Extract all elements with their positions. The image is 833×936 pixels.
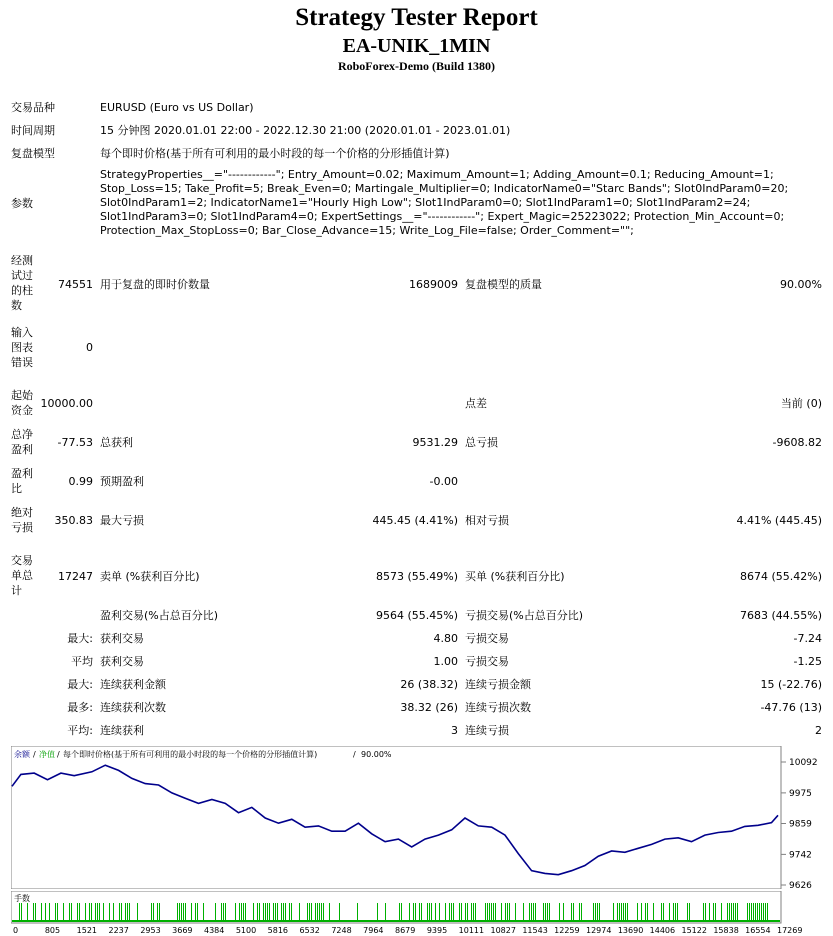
y-tick-label: 9742 — [789, 850, 812, 861]
lot-bar — [195, 903, 196, 922]
lot-bar — [471, 903, 472, 922]
lot-bar — [765, 903, 766, 922]
average-profit-label: 获利交易 — [100, 655, 144, 668]
lot-bar — [191, 903, 192, 922]
avg-cons-wins-value: 3 — [451, 724, 458, 737]
lot-bar — [419, 903, 420, 922]
lot-bar — [263, 903, 264, 922]
x-axis-ticks — [13, 926, 802, 933]
x-tick-label: 9395 — [426, 926, 448, 933]
params-value: StrategyProperties__="------------"; Entry_Amount=0.02; Maximum_Amount=1; Adding_Amount=0.1; Reducing_Amount=1; Stop_Loss=15; Take_Profit=5; Break_Even=0; Martingale_Multiplier=0; IndicatorName0="Starc Bands"; Slot0IndParam0=20; Slot0IndParam1=2; IndicatorName1="Hourly High Low"; Slot1IndParam0=0; Slot1IndParam1=0; Slot1IndParam2=24; Slot1IndParam3=0; Slot1IndParam4=0; ExpertSettings__="------------"; Expert_Magic=25223022; Protection_Min_Account=0; Protection_Max_StopLoss=0; Bar_Close_Advance=15; Write_Log_File=false; Order_Comment=""; — [100, 168, 789, 237]
lot-bar — [239, 903, 240, 922]
errors-label: 输入图表错误 — [11, 326, 33, 369]
lot-bar — [661, 903, 662, 922]
lot-bar — [57, 903, 58, 922]
lot-bar — [641, 903, 642, 922]
lot-bar — [41, 903, 42, 922]
lot-bar — [273, 903, 274, 922]
lot-bar — [177, 903, 178, 922]
lot-bar — [151, 903, 152, 922]
x-tick-label: 0 — [13, 926, 19, 933]
lot-bar — [461, 903, 462, 922]
maximal-cons-profit-value: 38.32 (26) — [400, 701, 458, 714]
lot-bar — [309, 903, 310, 922]
lot-bar — [89, 903, 90, 922]
largest-loss-value: -7.24 — [793, 632, 822, 645]
lot-bar — [491, 903, 492, 922]
x-tick-label: 15838 — [713, 926, 739, 933]
lot-bar — [621, 903, 622, 922]
period-label: 时间周期 — [11, 124, 55, 137]
y-axis-ticks — [781, 758, 818, 889]
lot-bar — [737, 903, 738, 922]
x-tick-label: 7964 — [363, 926, 384, 933]
lot-bar — [543, 903, 544, 922]
lot-bar — [221, 903, 222, 922]
spread-value: 当前 (0) — [780, 397, 822, 410]
long-value: 8674 (55.42%) — [739, 570, 822, 583]
lot-bar — [129, 903, 130, 922]
lot-bar — [489, 903, 490, 922]
payoff-value: -0.00 — [429, 475, 458, 488]
y-tick-label: 9859 — [789, 819, 812, 830]
lot-bar — [475, 903, 476, 922]
lot-bar — [421, 903, 422, 922]
lot-bar — [431, 903, 432, 922]
errors-value: 0 — [86, 341, 93, 354]
lot-bar — [245, 903, 246, 922]
lot-bar — [45, 903, 46, 922]
lot-bar — [99, 903, 100, 922]
lot-bar — [495, 903, 496, 922]
lot-bar — [493, 903, 494, 922]
lot-bar — [545, 903, 546, 922]
lot-bar — [715, 903, 716, 922]
gross-profit-label: 总获利 — [100, 436, 133, 449]
lot-bar — [653, 903, 654, 922]
maximal-prefix: 最多: — [67, 701, 93, 714]
lot-bar — [663, 903, 664, 922]
legend-sep-1: / — [33, 750, 36, 759]
lot-bar — [487, 903, 488, 922]
ticks-value: 1689009 — [409, 278, 458, 291]
lot-bar — [409, 903, 410, 922]
lot-bar — [113, 903, 114, 922]
lot-bar — [625, 903, 626, 922]
lot-bar — [265, 903, 266, 922]
x-tick-label: 6532 — [299, 926, 320, 933]
lot-bar — [459, 903, 460, 922]
x-tick-label: 10111 — [458, 926, 485, 933]
lot-bar — [385, 903, 386, 922]
lot-bar — [689, 903, 690, 922]
max-cons-losses-value: 15 (-22.76) — [760, 678, 822, 691]
gross-loss-label: 总亏损 — [465, 436, 498, 449]
bars-value: 74551 — [58, 278, 93, 291]
lot-bar — [55, 903, 56, 922]
balance-chart — [11, 746, 826, 889]
average-profit-value: 1.00 — [433, 655, 458, 668]
lot-bar — [323, 903, 324, 922]
lot-bar — [153, 903, 154, 922]
symbol-value: EURUSD (Euro vs US Dollar) — [100, 101, 254, 114]
lot-bar — [85, 903, 86, 922]
x-tick-label: 805 — [44, 926, 61, 933]
lot-bar — [311, 903, 312, 922]
symbol-label: 交易品种 — [11, 101, 55, 114]
lot-bar — [19, 903, 20, 922]
max-dd-label: 最大亏损 — [100, 514, 144, 527]
lot-bar — [289, 903, 290, 922]
lot-bar — [451, 903, 452, 922]
abs-dd-value: 350.83 — [54, 514, 93, 527]
lot-bar — [645, 903, 646, 922]
pf-label: 盈利比 — [11, 467, 33, 495]
lot-bar — [763, 903, 764, 922]
maximal-cons-loss-value: -47.76 (13) — [760, 701, 822, 714]
x-tick-label: 15122 — [681, 926, 707, 933]
lot-bar — [751, 903, 752, 922]
lot-bar — [767, 903, 768, 922]
trades-label: 交易单总计 — [11, 554, 33, 597]
lot-bar — [215, 903, 216, 922]
lot-bar — [563, 903, 564, 922]
lot-bar — [285, 903, 286, 922]
lot-bar — [533, 903, 534, 922]
lot-bar — [277, 903, 278, 922]
legend-sep-3: / — [353, 750, 356, 759]
lot-bar — [259, 903, 260, 922]
net-value: -77.53 — [57, 436, 93, 449]
lot-bar — [159, 903, 160, 922]
legend-model: 每个即时价格(基于所有可利用的最小时段的每一个价格的分形插值计算) — [63, 750, 318, 759]
lot-bar — [709, 903, 710, 922]
lot-bar — [125, 903, 126, 922]
lot-bar — [319, 903, 320, 922]
gross-loss-value: -9608.82 — [772, 436, 822, 449]
x-tick-label: 1521 — [76, 926, 98, 933]
lot-bar — [529, 903, 530, 922]
lot-bar — [473, 903, 474, 922]
lot-bar — [687, 903, 688, 922]
spread-label: 点差 — [465, 397, 487, 410]
loss-trades-value: 7683 (44.55%) — [739, 609, 822, 622]
short-label: 卖单 (%获利百分比) — [100, 570, 200, 583]
deposit-label: 起始资金 — [11, 389, 33, 417]
lot-bar — [755, 903, 756, 922]
legend-equity: 净值 — [39, 750, 55, 759]
x-tick-label: 8679 — [395, 926, 416, 933]
x-tick-label: 2953 — [140, 926, 161, 933]
x-tick-label: 5100 — [235, 926, 257, 933]
lot-bar — [63, 903, 64, 922]
lot-bar — [299, 903, 300, 922]
rel-dd-label: 相对亏损 — [465, 514, 509, 527]
lot-bar — [761, 903, 762, 922]
avg-cons-losses-value: 2 — [815, 724, 822, 737]
avg-cons-prefix: 平均: — [67, 724, 93, 737]
lot-bar — [627, 903, 628, 922]
lot-bar — [223, 903, 224, 922]
lot-bar — [429, 903, 430, 922]
lot-bar — [27, 903, 28, 922]
lot-bar — [619, 903, 620, 922]
legend-quality: 90.00% — [361, 750, 392, 759]
x-tick-label: 12974 — [586, 926, 612, 933]
lot-bar — [267, 903, 268, 922]
lot-bar — [505, 903, 506, 922]
max-dd-value: 445.45 (4.41%) — [372, 514, 458, 527]
lot-bar — [617, 903, 618, 922]
lot-bar — [759, 903, 760, 922]
lot-bar — [713, 903, 714, 922]
long-label: 买单 (%获利百分比) — [465, 570, 565, 583]
x-tick-label: 14406 — [649, 926, 676, 933]
lot-bar — [179, 903, 180, 922]
profit-trades-label: 盈利交易(%占总百分比) — [100, 609, 219, 622]
lot-bar — [127, 903, 128, 922]
lot-bar — [225, 903, 226, 922]
max-cons-wins-label: 连续获利金额 — [100, 678, 166, 691]
legend-balance: 余额 — [14, 750, 30, 759]
lot-bar — [613, 903, 614, 922]
lot-bar — [21, 903, 22, 922]
lot-bar — [581, 903, 582, 922]
short-value: 8573 (55.49%) — [375, 570, 458, 583]
lot-bar — [243, 903, 244, 922]
lot-bar — [531, 903, 532, 922]
lot-bar — [275, 903, 276, 922]
lot-bar — [49, 903, 50, 922]
lot-baseline — [12, 920, 780, 922]
quality-value: 90.00% — [780, 278, 822, 291]
lot-bar — [675, 903, 676, 922]
lot-bar — [453, 903, 454, 922]
lot-bar — [241, 903, 242, 922]
x-tick-label: 13690 — [617, 926, 644, 933]
lot-bar — [283, 903, 284, 922]
loss-trades-label: 亏损交易(%占总百分比) — [465, 609, 584, 622]
lot-bar — [535, 903, 536, 922]
lot-bar — [749, 903, 750, 922]
average-loss-value: -1.25 — [793, 655, 822, 668]
lot-bar — [523, 903, 524, 922]
x-tick-label: 5816 — [267, 926, 289, 933]
gross-profit-value: 9531.29 — [412, 436, 458, 449]
lot-bar — [703, 903, 704, 922]
lot-bar — [705, 903, 706, 922]
rel-dd-value: 4.41% (445.45) — [736, 514, 822, 527]
model-value: 每个即时价格(基于所有可利用的最小时段的每一个价格的分形插值计算) — [100, 147, 450, 160]
lot-bar — [593, 903, 594, 922]
lot-bar — [33, 903, 34, 922]
max-prefix: 最大: — [67, 678, 93, 691]
maximal-cons-loss-label: 连续亏损次数 — [465, 701, 531, 714]
lot-bar — [121, 903, 122, 922]
quality-label: 复盘模型的质量 — [465, 278, 542, 291]
lot-bar — [321, 903, 322, 922]
lot-bar — [733, 903, 734, 922]
largest-prefix: 最大: — [67, 632, 93, 645]
lot-bar — [595, 903, 596, 922]
lot-bar — [401, 903, 402, 922]
lot-bar — [69, 903, 70, 922]
lot-bar — [465, 903, 466, 922]
x-tick-label: 4384 — [204, 926, 225, 933]
lot-bar — [137, 903, 138, 922]
lot-bar — [339, 903, 340, 922]
lot-bar — [731, 903, 732, 922]
lot-bar — [549, 903, 550, 922]
pf-value: 0.99 — [68, 475, 93, 488]
lot-bar — [439, 903, 440, 922]
lot-bar — [757, 903, 758, 922]
y-tick-label: 9975 — [789, 788, 812, 799]
lot-bar — [269, 903, 270, 922]
server-name: RoboForex-Demo (Build 1380) — [337, 59, 496, 73]
lot-bar — [669, 903, 670, 922]
abs-dd-label: 绝对亏损 — [11, 506, 33, 534]
average-prefix: 平均 — [71, 655, 93, 668]
lot-bar — [315, 903, 316, 922]
lot-bar — [109, 903, 110, 922]
lots-chart — [11, 891, 826, 933]
lot-bar — [253, 903, 254, 922]
lot-bar — [729, 903, 730, 922]
lot-bar — [329, 903, 330, 922]
lot-bar — [427, 903, 428, 922]
trades-value: 17247 — [58, 570, 93, 583]
x-tick-label: 12259 — [554, 926, 580, 933]
x-tick-label: 7248 — [331, 926, 352, 933]
period-value: 15 分钟图 2020.01.01 22:00 - 2022.12.30 21:00 (2020.01.01 - 2023.01.01) — [100, 124, 511, 137]
lot-bar — [673, 903, 674, 922]
lot-bar — [509, 903, 510, 922]
lot-bar — [35, 903, 36, 922]
lot-bar — [485, 903, 486, 922]
lot-bar — [103, 903, 104, 922]
lot-bar — [735, 903, 736, 922]
lot-bar — [157, 903, 158, 922]
lot-bar — [97, 903, 98, 922]
chart-frame — [11, 746, 781, 889]
lot-bar — [507, 903, 508, 922]
lot-bar — [449, 903, 450, 922]
lot-bar — [445, 903, 446, 922]
lot-bar — [647, 903, 648, 922]
lot-bar — [181, 903, 182, 922]
average-loss-label: 亏损交易 — [465, 655, 509, 668]
x-tick-label: 16554 — [745, 926, 771, 933]
lot-bar — [753, 903, 754, 922]
lot-bar — [307, 903, 308, 922]
lot-bar — [597, 903, 598, 922]
deposit-value: 10000.00 — [40, 397, 93, 410]
largest-loss-label: 亏损交易 — [465, 632, 509, 645]
legend-sep-2: / — [57, 750, 60, 759]
largest-profit-label: 获利交易 — [100, 632, 144, 645]
lot-bar — [547, 903, 548, 922]
max-cons-wins-value: 26 (38.32) — [400, 678, 458, 691]
lot-bar — [71, 903, 72, 922]
avg-cons-losses-label: 连续亏损 — [465, 724, 509, 737]
lot-bar — [637, 903, 638, 922]
y-tick-label: 9626 — [789, 881, 812, 889]
lot-bar — [599, 903, 600, 922]
lot-bar — [579, 903, 580, 922]
maximal-cons-profit-label: 连续获利次数 — [100, 701, 166, 714]
x-tick-label: 2237 — [108, 926, 129, 933]
ticks-label: 用于复盘的即时价数量 — [100, 278, 210, 291]
lot-bar — [415, 903, 416, 922]
lot-bar — [317, 903, 318, 922]
lot-bar — [435, 903, 436, 922]
expert-name: EA-UNIK_1MIN — [342, 35, 491, 57]
lot-bar — [357, 903, 358, 922]
lot-bar — [235, 903, 236, 922]
lot-bar — [377, 903, 378, 922]
lot-bar — [413, 903, 414, 922]
payoff-label: 预期盈利 — [100, 475, 144, 488]
x-tick-label: 10827 — [490, 926, 516, 933]
lot-bar — [291, 903, 292, 922]
max-cons-losses-label: 连续亏损金额 — [465, 678, 531, 691]
lot-bar — [623, 903, 624, 922]
lot-bar — [185, 903, 186, 922]
avg-cons-wins-label: 连续获利 — [100, 724, 144, 737]
lot-bar — [77, 903, 78, 922]
lot-bar — [183, 903, 184, 922]
lots-label: 手数 — [14, 894, 30, 903]
lot-bar — [467, 903, 468, 922]
lot-bar — [281, 903, 282, 922]
lot-bar — [677, 903, 678, 922]
model-label: 复盘模型 — [11, 147, 55, 160]
x-tick-label: 17269 — [777, 926, 803, 933]
profit-trades-value: 9564 (55.45%) — [375, 609, 458, 622]
lot-bar — [559, 903, 560, 922]
lot-bar — [721, 903, 722, 922]
lot-bar — [571, 903, 572, 922]
x-tick-label: 11543 — [522, 926, 548, 933]
lot-bar — [573, 903, 574, 922]
lot-bar — [79, 903, 80, 922]
params-label: 参数 — [11, 197, 33, 210]
lot-bar — [727, 903, 728, 922]
lot-bar — [501, 903, 502, 922]
x-tick-label: 3669 — [172, 926, 193, 933]
y-tick-label: 10092 — [789, 758, 818, 768]
lot-bar — [119, 903, 120, 922]
lot-bar — [95, 903, 96, 922]
lots-frame — [11, 891, 781, 923]
lot-bar — [515, 903, 516, 922]
lot-bar — [197, 903, 198, 922]
net-label: 总净盈利 — [11, 428, 33, 456]
lot-bar — [399, 903, 400, 922]
report-title: Strategy Tester Report — [295, 4, 538, 31]
lot-bar — [747, 903, 748, 922]
largest-profit-value: 4.80 — [433, 632, 458, 645]
lot-bar — [257, 903, 258, 922]
lot-bar — [91, 903, 92, 922]
lot-bar — [203, 903, 204, 922]
bars-label: 经测试过的柱数 — [11, 254, 33, 312]
